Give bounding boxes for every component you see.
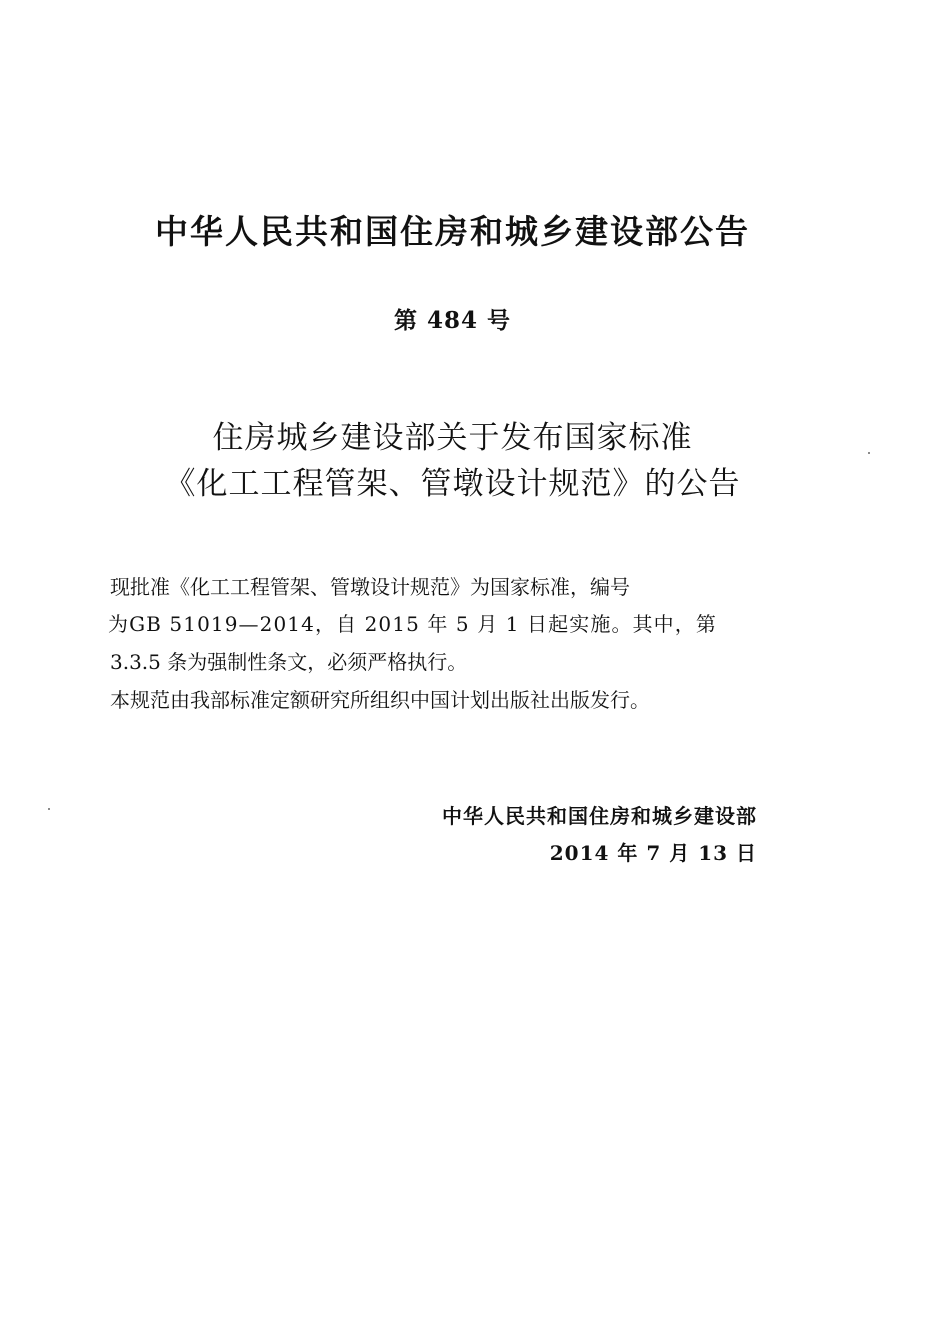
body-paragraph-line: 为GB 51019—2014，自 2015 年 5 月 1 日起实施。其中，第 <box>108 612 717 636</box>
scan-speck <box>48 808 50 810</box>
issue-date: 2014 年 7 月 13 日 <box>549 841 757 865</box>
body-paragraph-line: 现批准《化工工程管架、管墩设计规范》为国家标准，编号 <box>110 575 630 599</box>
body-paragraph-line: 3.3.5 条为强制性条文，必须严格执行。 <box>110 650 468 674</box>
issuer-signature: 中华人民共和国住房和城乡建设部 <box>442 804 757 828</box>
announcement-number: 第 484 号 <box>393 307 512 334</box>
announcement-heading: 中华人民共和国住房和城乡建设部公告 <box>155 212 750 251</box>
scan-speck <box>868 452 870 454</box>
body-paragraph-line: 本规范由我部标准定额研究所组织中国计划出版社出版发行。 <box>110 688 650 712</box>
announcement-subtitle-line2: 《化工工程管架、管墩设计规范》的公告 <box>164 466 741 502</box>
announcement-subtitle-line1: 住房城乡建设部关于发布国家标准 <box>212 420 693 456</box>
